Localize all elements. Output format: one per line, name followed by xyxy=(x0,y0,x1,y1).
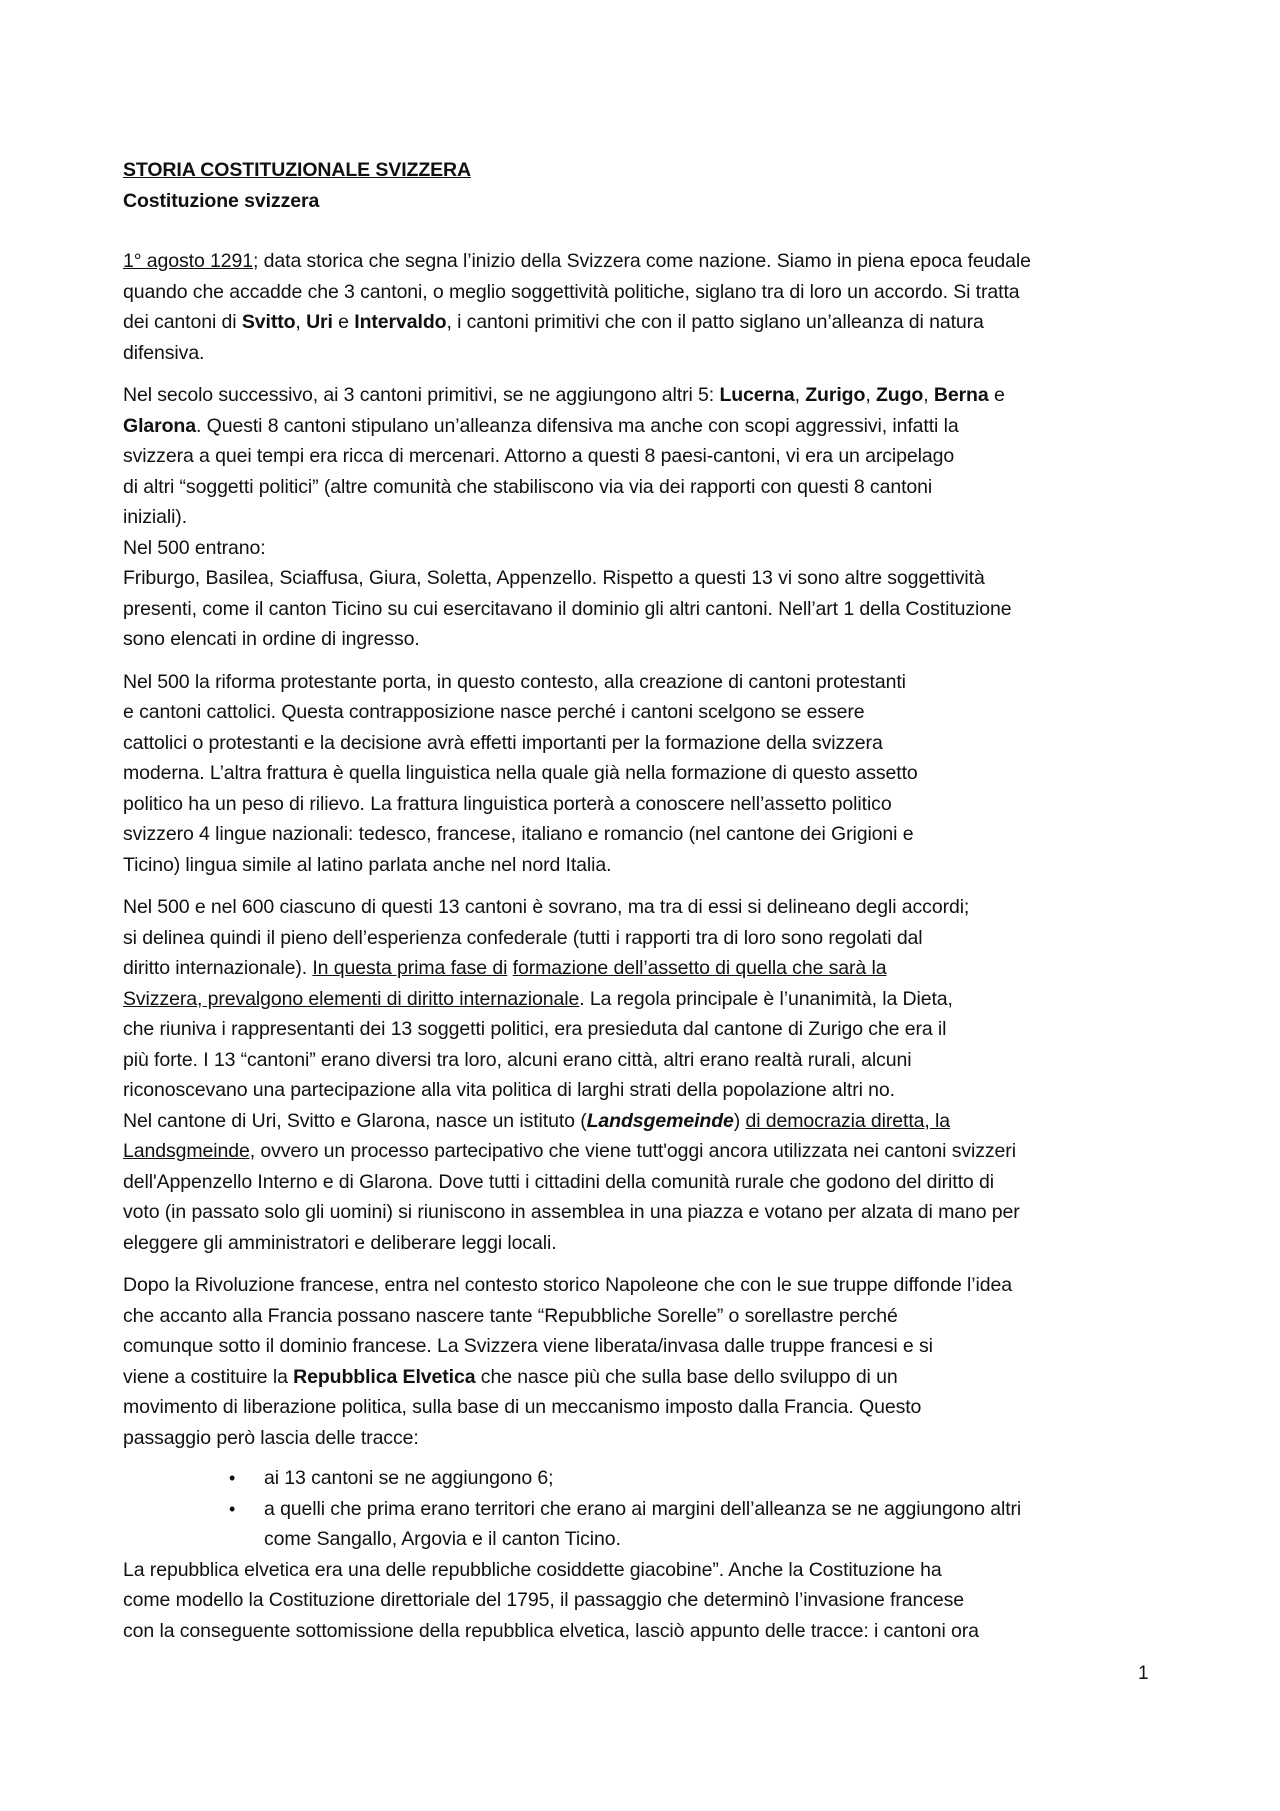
p5-text: viene a costituire la xyxy=(123,1365,294,1388)
p5-text: che nasce più che sulla base dello sviluppo di un xyxy=(475,1365,898,1388)
underlined-text: Landsgmeinde, xyxy=(123,1140,256,1162)
p3-line-2: e cantoni cattolici. Questa contrapposizione nasce perché i cantoni scelgono se essere xyxy=(123,701,865,723)
spacer xyxy=(123,880,1163,892)
underlined-text: Svizzera, prevalgono elementi di diritto internazionale xyxy=(123,987,580,1010)
bold-berna: Berna xyxy=(933,384,989,406)
p5-line-6: passaggio però lascia delle tracce: xyxy=(123,1426,419,1449)
paragraph-3 xyxy=(123,667,1163,881)
p5-line-2: che accanto alla Francia possano nascere tante “Repubbliche Sorelle” o sorellastre perché xyxy=(123,1304,898,1327)
p4-line-8 xyxy=(123,1106,1163,1137)
p2-text: Nel secolo successivo, ai 3 cantoni primitivi, se ne aggiungono altri 5: xyxy=(123,384,720,406)
subtitle-text: Costituzione svizzera xyxy=(123,189,320,212)
p4-text: diritto internazionale). xyxy=(123,957,313,979)
sep: , xyxy=(923,384,934,406)
p4-text: ovvero un processo partecipativo che viene tutt'oggi ancora utilizzata nei cantoni svizzeri xyxy=(255,1140,1016,1162)
p4-line-10: dell'Appenzello Interno e di Glarona. Dove tutti i cittadini della comunità rurale che godono del diritto di xyxy=(123,1170,994,1193)
spacer xyxy=(123,655,1163,667)
document-title xyxy=(123,155,1163,216)
p4-line-1: Nel 500 e nel 600 ciascuno di questi 13 cantoni è sovrano, ma tra di essi si delineano degli accordi; xyxy=(123,896,970,918)
bold-lucerna: Lucerna xyxy=(719,384,795,406)
bullet-icon: • xyxy=(229,1468,236,1488)
bold-glarona: Glarona xyxy=(123,414,196,437)
bullet-text: come Sangallo, Argovia e il canton Ticino. xyxy=(264,1528,621,1550)
bold-uri: Uri xyxy=(306,311,333,333)
p2-line-4: di altri “soggetti politici” (altre comunità che stabiliscono via via dei rapporti con questi 8 cantoni xyxy=(123,475,933,498)
p4-line-3 xyxy=(123,953,1163,984)
p3-line-3: cattolici o protestanti e la decisione avrà effetti importanti per la formazione della svizzera xyxy=(123,731,883,754)
sep: , xyxy=(295,311,307,333)
paragraph-1 xyxy=(123,246,1163,368)
bold-svitto: Svitto xyxy=(241,311,296,333)
page-number: 1 xyxy=(1138,1663,1149,1684)
p4-text: Nel cantone di Uri, Svitto e Glarona, nasce un istituto ( xyxy=(123,1109,587,1132)
spacer xyxy=(123,216,1163,246)
p5-line-3: comunque sotto il dominio francese. La Svizzera viene liberata/invasa dalle truppe francesi e si xyxy=(123,1335,933,1357)
p5-line-5: movimento di liberazione politica, sulla base di un meccanismo imposto dalla Francia. Questo xyxy=(123,1396,922,1418)
date-underlined: 1° agosto 1291 xyxy=(123,250,254,272)
p3-line-1: Nel 500 la riforma protestante porta, in questo contesto, alla creazione di cantoni protestanti xyxy=(123,670,906,693)
underlined-text: di democrazia diretta, la xyxy=(745,1109,951,1132)
bullet-icon: • xyxy=(229,1498,236,1519)
p2-line-3: svizzera a quei tempi era ricca di mercenari. Attorno a questi 8 paesi-cantoni, vi era un arcipelago xyxy=(123,445,955,467)
bold-repubblica-elvetica: Repubblica Elvetica xyxy=(293,1365,476,1388)
p2-line-9: sono elencati in ordine di ingresso. xyxy=(123,628,420,650)
p1-text: , i cantoni primitivi che con il patto siglano un’alleanza di natura xyxy=(446,311,984,333)
spacer xyxy=(123,1258,1163,1270)
p6-line-2: come modello la Costituzione direttoriale del 1795, il passaggio che determinò l’invasione francese xyxy=(123,1589,964,1611)
p4-line-12: eleggere gli amministratori e deliberare leggi locali. xyxy=(123,1231,557,1254)
p4-text: ) xyxy=(733,1109,746,1132)
underlined-text: formazione dell’assetto di quella che sarà la xyxy=(512,957,887,979)
paragraph-5 xyxy=(123,1270,1163,1453)
document-body xyxy=(123,155,1163,1646)
p4-line-4 xyxy=(123,984,1163,1015)
bullet-text: a quelli che prima erano territori che erano ai margini dell’alleanza se ne aggiungono altri xyxy=(264,1497,1022,1520)
p3-line-5: politico ha un peso di rilievo. La frattura linguistica porterà a conoscere nell’assetto politico xyxy=(123,792,892,815)
p2-line-6: Nel 500 entrano: xyxy=(123,536,266,559)
p3-line-6: svizzero 4 lingue nazionali: tedesco, francese, italiano e romancio (nel cantone dei Grigioni e xyxy=(123,823,914,845)
p5-line-4 xyxy=(123,1362,1163,1393)
list-item xyxy=(123,1494,1163,1555)
sep: e xyxy=(988,384,1005,406)
paragraph-2 xyxy=(123,380,1163,655)
bullet-list xyxy=(123,1463,1163,1555)
p1-line-2: quando che accadde che 3 cantoni, o meglio soggettività politiche, siglano tra di loro un accordo. Si tratta xyxy=(123,280,1020,303)
p4-line-11: voto (in passato solo gli uomini) si riuniscono in assemblea in una piazza e votano per alzata di mano per xyxy=(123,1201,1020,1223)
p6-line-3: con la conseguente sottomissione della repubblica elvetica, lasciò appunto delle tracce: i cantoni ora xyxy=(123,1619,979,1642)
underlined-text: In questa prima fase di xyxy=(312,957,508,979)
spacer xyxy=(123,368,1163,380)
p1-line-4: difensiva. xyxy=(123,341,205,364)
bold-italic-landsgemeinde: Landsgemeinde xyxy=(586,1109,734,1132)
p2-line-2 xyxy=(123,411,1163,442)
p4-line-2: si delinea quindi il pieno dell’esperienza confederale (tutti i rapporti tra di loro sono regolati dal xyxy=(123,926,923,949)
p6-line-1: La repubblica elvetica era una delle repubbliche cosiddette giacobine”. Anche la Costituzione ha xyxy=(123,1558,942,1581)
p1-line-1 xyxy=(123,246,1163,277)
p4-line-9 xyxy=(123,1136,1163,1167)
p4-text: . La regola principale è l’unanimità, la Dieta, xyxy=(579,987,953,1010)
p4-line-7: riconoscevano una partecipazione alla vita politica di larghi strati della popolazione altri no. xyxy=(123,1079,895,1101)
p2-line-7: Friburgo, Basilea, Sciaffusa, Giura, Soletta, Appenzello. Rispetto a questi 13 vi sono altre soggettività xyxy=(123,567,985,589)
p4-line-6: più forte. I 13 “cantoni” erano diversi tra loro, alcuni erano città, altri erano realtà rurali, alcuni xyxy=(123,1048,912,1071)
p1-line-3 xyxy=(123,307,1163,338)
bold-intervaldo: Intervaldo xyxy=(354,311,447,333)
p1-text: dei cantoni di xyxy=(123,311,242,333)
sep: e xyxy=(332,311,355,333)
p3-line-4: moderna. L’altra frattura è quella linguistica nella quale già nella formazione di questo assetto xyxy=(123,762,918,784)
p4-line-5: che riuniva i rappresentanti dei 13 soggetti politici, era presieduta dal cantone di Zurigo che era il xyxy=(123,1018,947,1040)
bold-zugo: Zugo xyxy=(875,384,924,406)
paragraph-4 xyxy=(123,892,1163,1258)
sep: , xyxy=(794,384,806,406)
sep: , xyxy=(865,384,876,406)
p1-text: ; data storica che segna l’inizio della Svizzera come nazione. Siamo in piena epoca feudale xyxy=(253,250,1031,272)
paragraph-6 xyxy=(123,1555,1163,1647)
p2-text: . Questi 8 cantoni stipulano un’alleanza difensiva ma anche con scopi aggressivi, infatti la xyxy=(196,414,959,437)
p2-line-8: presenti, come il canton Ticino su cui esercitavano il dominio gli altri cantoni. Nell’art 1 della Costituzione xyxy=(123,597,1012,620)
p5-line-1: Dopo la Rivoluzione francese, entra nel contesto storico Napoleone che con le sue truppe diffonde l’idea xyxy=(123,1274,1012,1296)
p3-line-7: Ticino) lingua simile al latino parlata anche nel nord Italia. xyxy=(123,853,612,876)
bullet-text: ai 13 cantoni se ne aggiungono 6; xyxy=(264,1467,554,1489)
bold-zurigo: Zurigo xyxy=(805,384,866,406)
title-text: STORIA COSTITUZIONALE SVIZZERA xyxy=(123,159,472,181)
p2-line-1 xyxy=(123,380,1163,411)
list-item xyxy=(123,1463,1163,1494)
p2-line-5: iniziali). xyxy=(123,506,188,528)
